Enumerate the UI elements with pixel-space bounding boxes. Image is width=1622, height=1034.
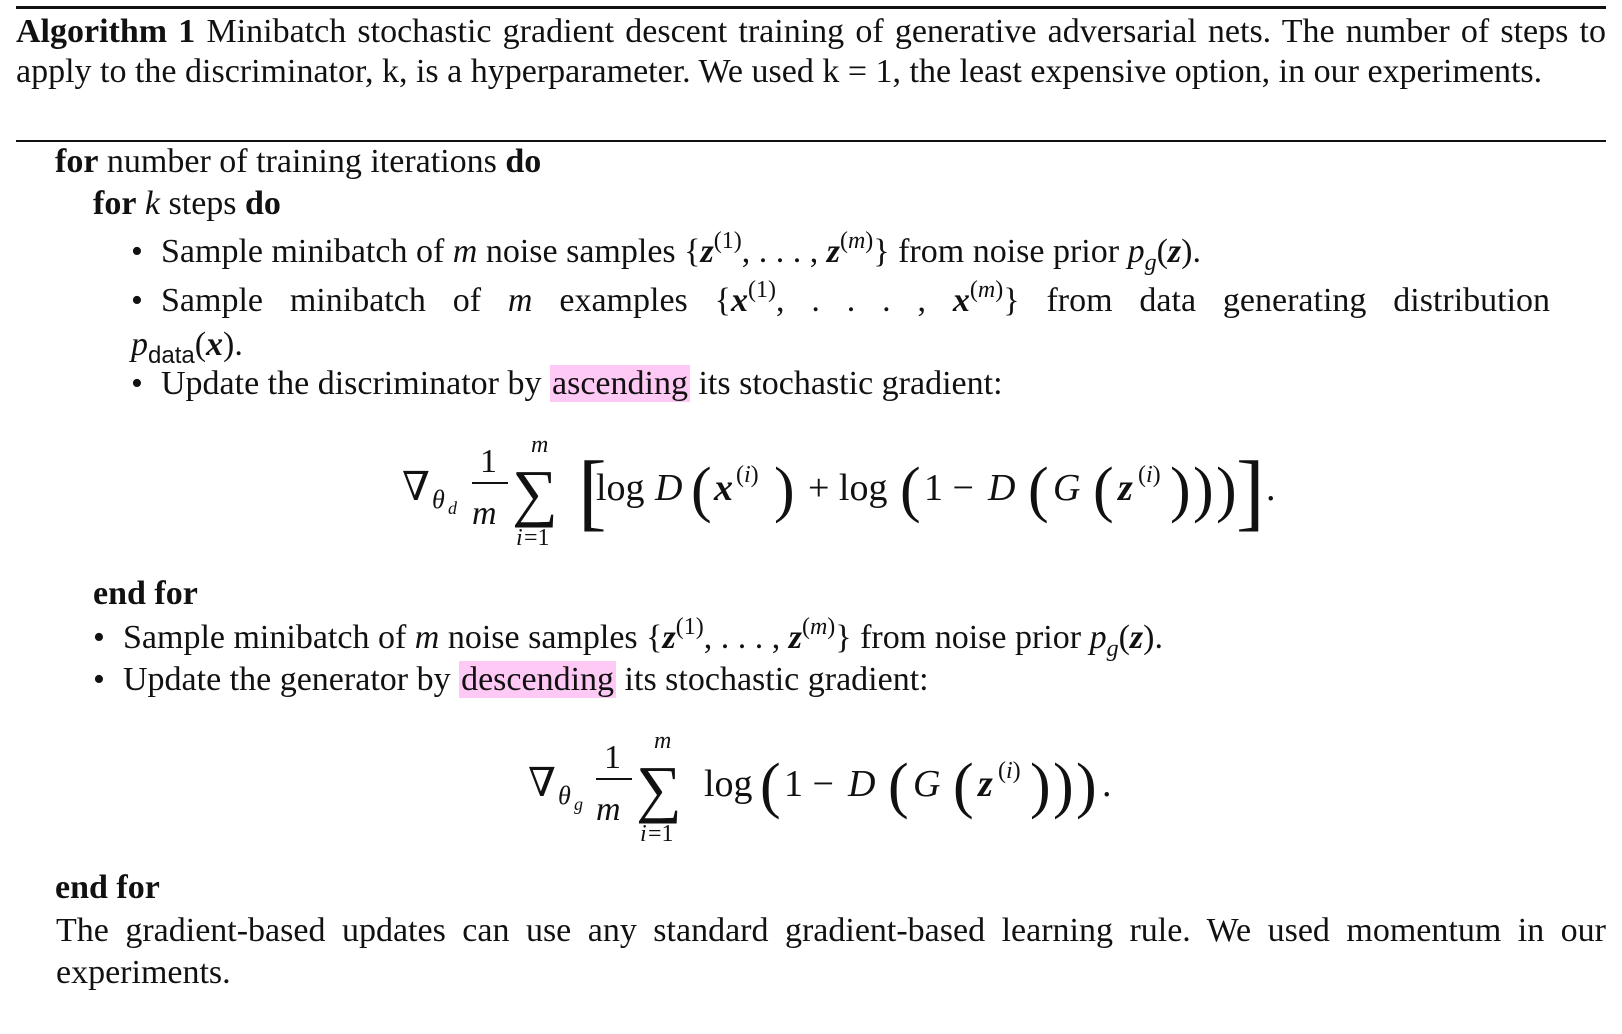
generator-gradient-equation	[524, 724, 1144, 855]
svg-text:∑: ∑	[636, 753, 682, 824]
svg-text:∇: ∇	[402, 464, 430, 509]
example-set-math: {$x^{(1)}$, . . . , $x^{(m)}$}	[714, 277, 1020, 319]
inner-step-1-var: m	[452, 233, 478, 270]
svg-text:m: m	[531, 432, 549, 458]
inner-step-3	[131, 364, 1003, 404]
outer-step-1-prefix: Sample minibatch of	[123, 619, 407, 656]
inner-step-2-suffix: from data generating distribution	[1046, 282, 1551, 319]
svg-text:1 −: 1 −	[924, 467, 974, 509]
svg-text:=1: =1	[648, 821, 674, 847]
noise-prior-math: $p_g(z)$.	[1127, 233, 1201, 276]
outer-step-2-suffix: its stochastic gradient:	[624, 661, 929, 698]
svg-text:1 −: 1 −	[784, 763, 834, 805]
inner-step-2-cont	[131, 325, 243, 368]
outer-step-1-middle: noise samples	[447, 619, 638, 656]
inner-for-line	[93, 184, 281, 224]
svg-text:(i): (i)	[998, 758, 1021, 784]
inner-step-2	[131, 277, 1551, 324]
svg-text:.: .	[1102, 763, 1112, 805]
svg-text:g: g	[574, 794, 583, 814]
outer-end-for: end for	[55, 869, 160, 906]
svg-text:(: (	[1028, 456, 1049, 524]
svg-text:]: ]	[1236, 443, 1265, 539]
svg-text:=1: =1	[524, 525, 550, 551]
outer-for-text: number of training iterations	[106, 143, 497, 180]
inner-step-2-middle: examples	[559, 282, 688, 319]
algorithm-caption	[16, 12, 1606, 92]
svg-text:D: D	[848, 763, 876, 805]
svg-text:d: d	[448, 498, 457, 518]
top-rule	[16, 6, 1606, 9]
outer-step-1-suffix: from noise prior	[860, 619, 1082, 656]
svg-text:∇: ∇	[528, 760, 556, 805]
svg-text:D: D	[988, 467, 1016, 509]
svg-text:(: (	[760, 752, 781, 820]
data-dist-math: $p_{data}(x)$.	[131, 326, 243, 369]
inner-for-text: steps	[168, 185, 237, 222]
inner-step-1-prefix: Sample minibatch of	[161, 233, 445, 270]
svg-text:): )	[1053, 752, 1074, 820]
svg-text:1: 1	[480, 443, 497, 480]
svg-text:i: i	[516, 525, 523, 551]
inner-end-for: end for	[93, 575, 198, 612]
svg-text:log: log	[704, 763, 753, 805]
inner-step-1	[131, 228, 1201, 276]
svg-text:(i): (i)	[736, 462, 759, 488]
noise-prior-math-2: $p_g(z)$.	[1089, 619, 1163, 662]
outer-for-keyword: for	[55, 143, 99, 180]
svg-text:): )	[1216, 456, 1237, 524]
bullet-icon: •	[131, 282, 143, 319]
svg-text:(: (	[691, 456, 712, 524]
svg-text:+ log: + log	[808, 467, 888, 509]
svg-text:θ: θ	[558, 781, 571, 810]
svg-text:(: (	[953, 752, 974, 820]
caption-text: Minibatch stochastic gradient descent training of generative adversarial nets. The number of steps to apply to the discriminator, k, is a hyperparameter. We used k = 1, the least expensive option, in our experiments.	[16, 13, 1606, 90]
svg-text:m: m	[472, 495, 497, 532]
svg-text:θ: θ	[432, 485, 445, 514]
svg-text:z: z	[1118, 467, 1133, 509]
svg-text:m: m	[654, 728, 672, 754]
outer-do-keyword: do	[505, 143, 542, 180]
svg-text:m: m	[596, 791, 621, 828]
svg-text:[: [	[578, 443, 607, 539]
noise-set-math-2: {$z^{(1)}$, . . . , $z^{(m)}$}	[646, 614, 852, 656]
svg-text:i: i	[640, 821, 647, 847]
noise-set-math: {$z^{(1)}$, . . . , $z^{(m)}$}	[684, 228, 890, 270]
outer-step-2-prefix: Update the generator by	[123, 661, 451, 698]
bullet-icon: •	[93, 619, 105, 656]
inner-step-3-suffix: its stochastic gradient:	[698, 365, 1003, 402]
outer-step-1-var: m	[414, 619, 440, 656]
svg-text:): )	[1170, 456, 1191, 524]
inner-do-keyword: do	[245, 185, 281, 222]
caption-label: Algorithm 1	[16, 13, 196, 50]
svg-text:1: 1	[604, 739, 621, 776]
svg-text:(: (	[888, 752, 909, 820]
svg-text:∑: ∑	[512, 457, 558, 528]
svg-text:): )	[1193, 456, 1214, 524]
svg-text:(: (	[1093, 456, 1114, 524]
svg-text:(i): (i)	[1138, 462, 1161, 488]
bullet-icon: •	[131, 365, 143, 402]
outer-for-line	[55, 142, 541, 182]
inner-for-keyword: for	[93, 185, 137, 222]
svg-text:z: z	[978, 763, 993, 805]
inner-step-2-prefix: Sample minibatch of	[161, 282, 482, 319]
outer-step-1	[93, 614, 1163, 662]
svg-text:.: .	[1266, 467, 1276, 509]
inner-step-1-middle: noise samples	[485, 233, 676, 270]
inner-step-1-suffix: from noise prior	[898, 233, 1120, 270]
inner-for-var: k	[144, 185, 161, 222]
svg-text:): )	[1076, 752, 1097, 820]
ascending-highlight: ascending	[552, 365, 688, 402]
svg-text:(: (	[900, 456, 921, 524]
descending-highlight: descending	[461, 661, 615, 698]
svg-text:): )	[774, 456, 795, 524]
bullet-icon: •	[131, 233, 143, 270]
svg-text:D: D	[655, 467, 683, 509]
bullet-icon: •	[93, 661, 105, 698]
discriminator-gradient-equation	[398, 428, 1298, 559]
inner-step-2-var: m	[507, 282, 533, 319]
inner-step-3-prefix: Update the discriminator by	[161, 365, 542, 402]
svg-text:G: G	[1053, 467, 1081, 509]
svg-text:): )	[1030, 752, 1051, 820]
svg-text:x: x	[714, 467, 733, 509]
svg-text:G: G	[913, 763, 941, 805]
outer-step-2	[93, 660, 929, 700]
svg-text:log: log	[596, 467, 645, 509]
algorithm-footnote: The gradient-based updates can use any standard gradient-based learning rule. We used momentum in our experiments.	[56, 912, 1606, 991]
